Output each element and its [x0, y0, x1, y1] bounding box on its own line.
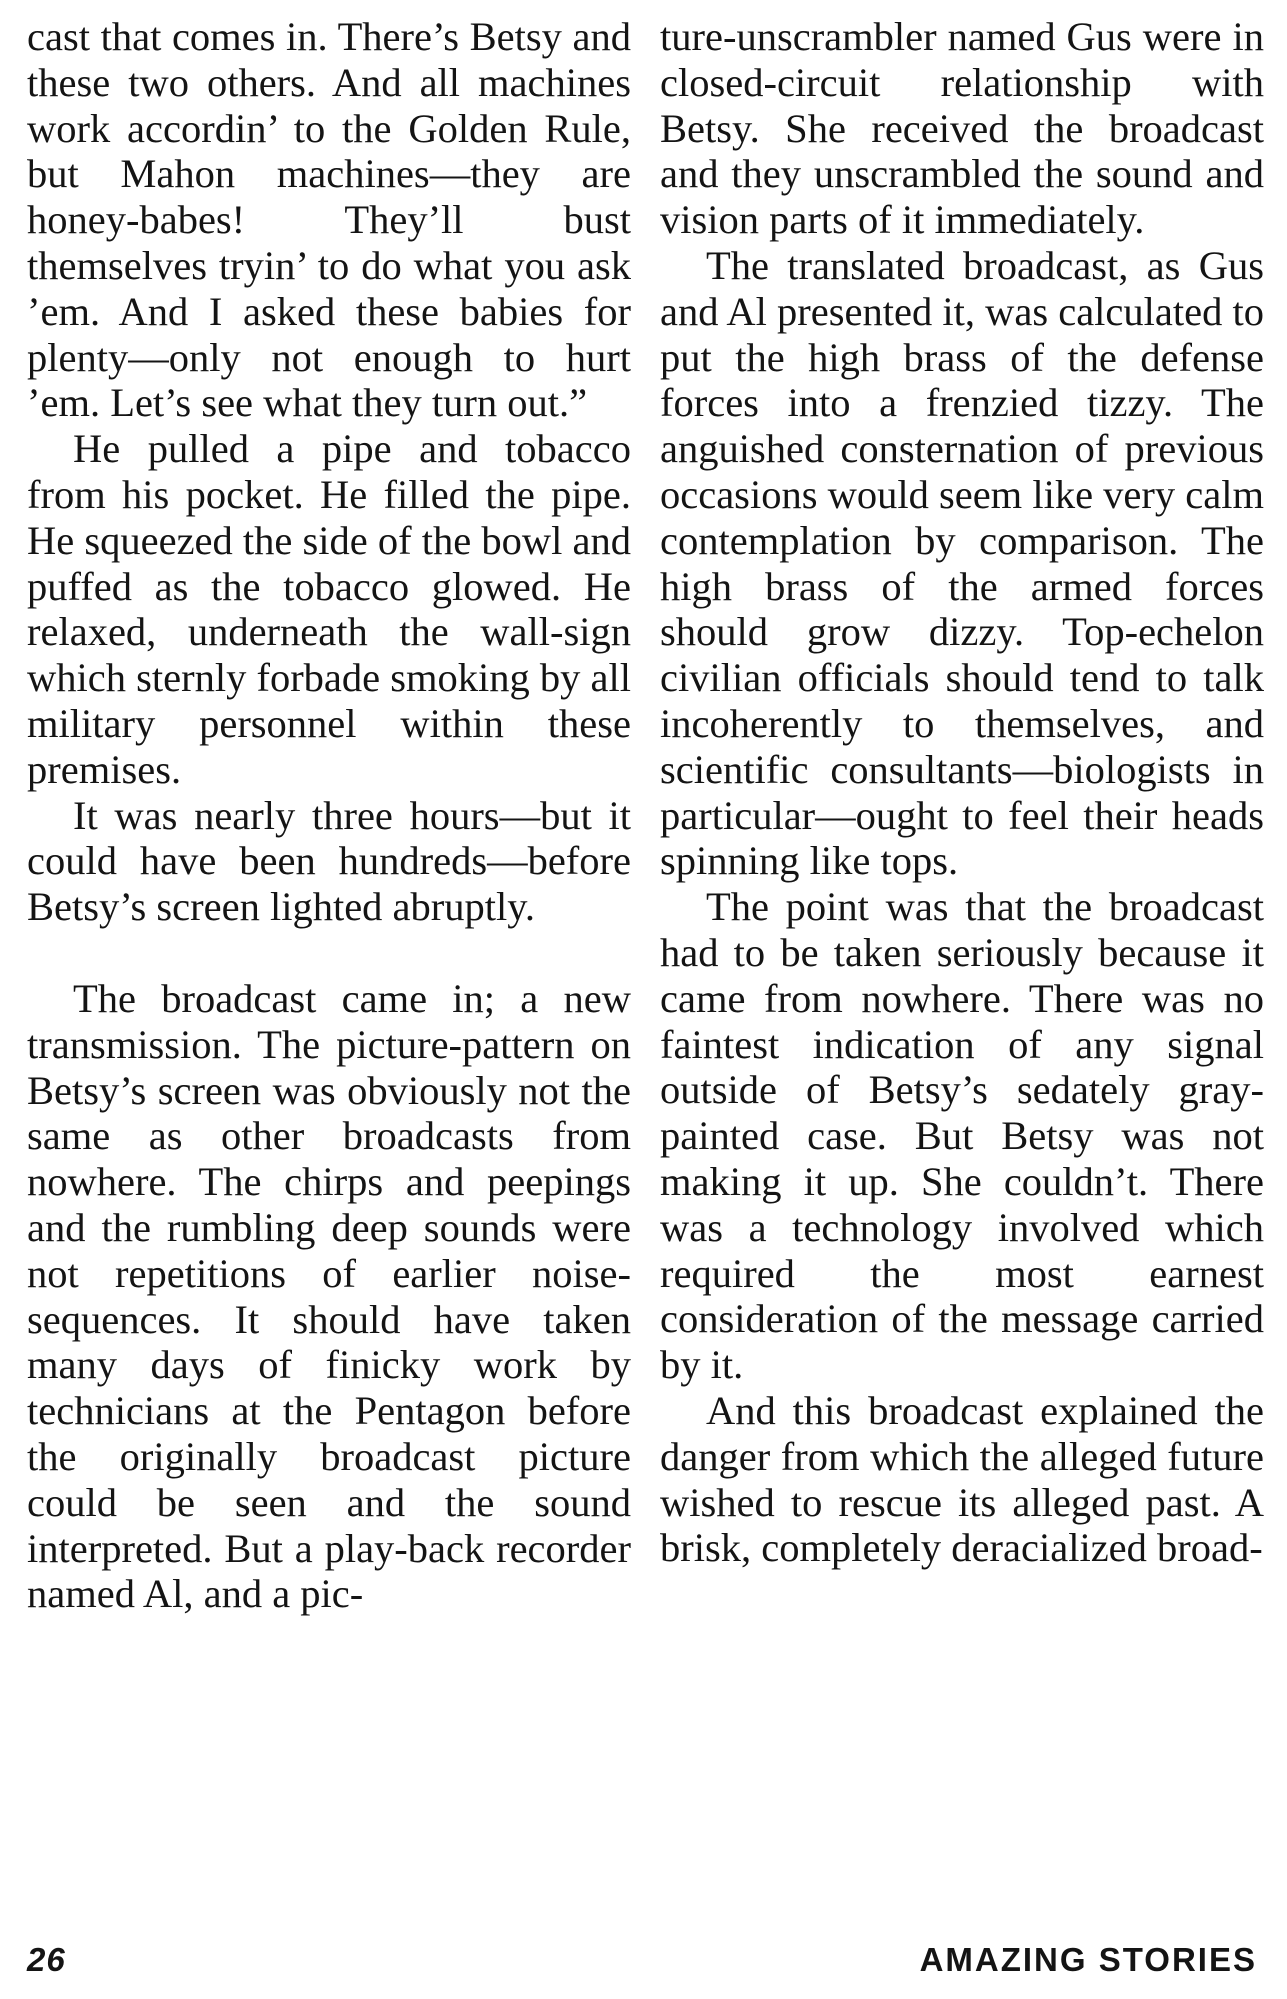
paragraph: The broadcast came in; a new transmission. The picture-pattern on Betsy’s screen was obviously not the same as other broadcasts from nowhere. The chirps and peepings and the rumbling deep sounds were not repetitions of earlier noise-sequences. It should have taken many days of finicky work by technicians at the Pentagon before the originally broadcast picture could be seen and the sound interpreted. But a play-back recorder named Al, and a pic-: [27, 975, 631, 1617]
page-number: 26: [27, 1941, 66, 1978]
paragraph: And this broadcast explained the danger from which the alleged future wished to rescue its alleged past. A brisk, completely deracialized broad-: [660, 1387, 1264, 1571]
paragraph: The translated broadcast, as Gus and Al presented it, was calculated to put the high brass of the defense forces into a frenzied tizzy. The anguished consternation of previous occasions would seem like very calm contemplation by comparison. The high brass of the armed forces should grow dizzy. Top-echelon civilian officials should tend to talk incoherently to themselves, and scientific consultants—biologists in particular—ought to feel their heads spinning like tops.: [660, 242, 1264, 884]
paragraph: cast that comes in. There’s Betsy and these two others. And all machines work accordin’ to the Golden Rule, but Mahon machines—they are honey-babes! They’ll bust themselves tryin’ to do what you ask ’em. And I asked these babies for plenty—only not enough to hurt ’em. Let’s see what they turn out.”: [27, 14, 631, 426]
paragraph: ture-unscrambler named Gus were in closed-circuit relationship with Betsy. She received the broadcast and they unscrambled the sound and vision parts of it immediately.: [660, 14, 1264, 243]
right-text-column: [660, 14, 1264, 1571]
left-text-column: [27, 14, 631, 1617]
paragraph: It was nearly three hours—but it could have been hundreds—before Betsy’s screen lighted abruptly.: [27, 792, 631, 930]
paragraph: The point was that the broadcast had to be taken seriously because it came from nowhere. There was no faintest indication of any signal outside of Betsy’s sedately gray-painted case. But Betsy was not making it up. She couldn’t. There was a technology involved which required the most earnest consideration of the message carried by it.: [660, 884, 1264, 1388]
running-footer: AMAZING STORIES: [919, 1941, 1257, 1978]
paragraph: He pulled a pipe and tobacco from his pocket. He filled the pipe. He squeezed the side of the bowl and puffed as the tobacco glowed. He relaxed, underneath the wall-sign which sternly forbade smoking by all military personnel within these premises.: [27, 426, 631, 792]
